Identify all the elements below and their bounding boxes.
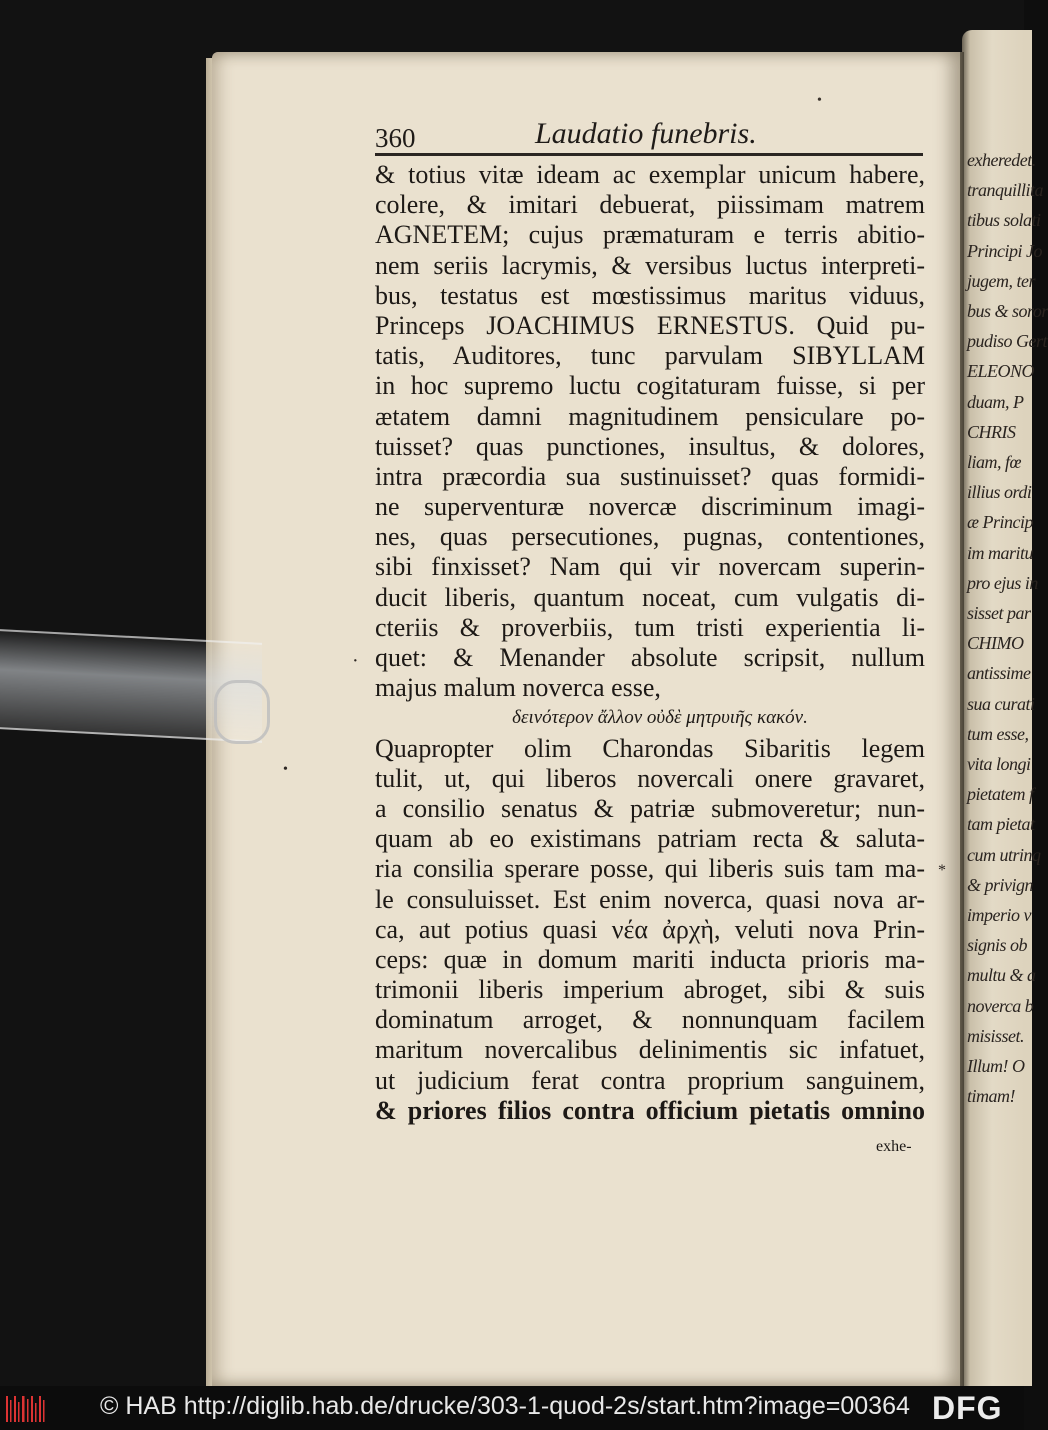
facing-page-line: cum utrinq bbox=[967, 844, 1041, 865]
text-line: maritum novercalibus delinimentis sic infatuet, bbox=[375, 1035, 925, 1065]
text-line: AGNETEM; cujus præmaturam e terris abitio- bbox=[375, 220, 925, 250]
facing-page-line: sisset par bbox=[967, 603, 1031, 623]
facing-page-line: exheredet. bbox=[967, 150, 1036, 170]
text-line: Princeps JOACHIMUS ERNESTUS. Quid pu- bbox=[375, 310, 925, 340]
facing-page-line: pietatem f bbox=[967, 784, 1034, 805]
running-head bbox=[375, 115, 923, 155]
dfg-logo: DFG bbox=[932, 1390, 1003, 1426]
facing-page-line: sua curati bbox=[967, 693, 1035, 714]
text-line: ut judicium ferat contra proprium sanguinem, bbox=[375, 1065, 925, 1095]
text-line: ceps: quæ in domum mariti inducta prioris ma- bbox=[375, 944, 925, 974]
text-line: colere, & imitari debuerat, piissimam matrem bbox=[375, 190, 925, 220]
text-line: ne superventuræ novercæ discriminum imagi- bbox=[375, 492, 925, 522]
margin-mark: • bbox=[283, 762, 288, 777]
text-line: a consilio senatus & patriæ submoveretur; nun- bbox=[375, 793, 925, 823]
facing-page-line: noverca b bbox=[967, 995, 1034, 1016]
text-line: quet: & Menander absolute scripsit, nullum bbox=[375, 643, 925, 672]
facing-page-line: duam, P bbox=[967, 391, 1024, 412]
ink-speck: • bbox=[817, 93, 822, 108]
facing-page-line: timam! bbox=[967, 1086, 1015, 1107]
facing-page-line: ELEONO bbox=[967, 361, 1035, 382]
facing-page-line: pudiso Gert bbox=[967, 331, 1047, 352]
text-line: tulit, ut, qui liberos novercali onere gravaret, bbox=[375, 763, 925, 793]
facing-page-line: misisset. bbox=[967, 1025, 1025, 1046]
page-number: 360 bbox=[375, 123, 416, 153]
text-line: trimonii liberis imperium abroget, sibi & suis bbox=[375, 975, 925, 1005]
facing-page-line: CHRIS bbox=[967, 421, 1016, 442]
copyright-url[interactable]: © HAB http://diglib.hab.de/drucke/303-1-quod-2s/start.htm?image=00364 bbox=[100, 1392, 910, 1420]
facing-page-line: vita longi bbox=[967, 754, 1031, 774]
text-line: tatis, Auditores, tunc parvulam SIBYLLAM bbox=[375, 341, 925, 371]
text-line: nes, quas persecutiones, pugnas, contentiones, bbox=[375, 522, 925, 552]
facing-page-line: jugem, ter bbox=[967, 270, 1035, 291]
margin-mark: * bbox=[938, 862, 946, 879]
text-line: Quapropter olim Charondas Sibaritis legem bbox=[375, 733, 925, 763]
facing-page-line: multu & a bbox=[967, 965, 1036, 986]
text-line: quam ab eo existimans patriam recta & saluta- bbox=[375, 824, 925, 854]
barcode-icon bbox=[6, 1394, 46, 1424]
facing-page-line: pro ejus in bbox=[967, 572, 1038, 593]
facing-page-line: tam pietat bbox=[967, 814, 1035, 835]
text-line: intra præcordia sua sustinuisset? quas formidi- bbox=[375, 461, 925, 491]
facing-page-line: tum esse, bbox=[967, 723, 1029, 744]
facing-page-line: bus & soror bbox=[967, 301, 1048, 321]
running-title: Laudatio funebris. bbox=[535, 117, 757, 150]
facing-page-line: æ Princip bbox=[967, 512, 1033, 533]
facing-page-line: Principi Jo bbox=[967, 240, 1042, 261]
text-line: in hoc supremo luctu cogitaturam fuisse, si per bbox=[375, 371, 925, 401]
text-line: tuisset? quas punctiones, insultus, & dolores, bbox=[375, 431, 925, 461]
text-line: ca, aut potius quasi νέα ἀρχὴ, veluti nova Prin- bbox=[375, 914, 925, 944]
text-line: ducit liberis, quantum noceat, cum vulgatis di- bbox=[375, 582, 925, 612]
facing-page-line: tibus solati bbox=[967, 210, 1041, 231]
header-rule bbox=[375, 153, 923, 156]
text-line: sibi finxisset? Nam qui vir novercam superin- bbox=[375, 552, 925, 582]
margin-mark: · bbox=[352, 650, 359, 672]
text-line: & priores filios contra officium pietatis omnino bbox=[375, 1095, 925, 1125]
text-line: & totius vitæ ideam ac exemplar unicum habere, bbox=[375, 160, 925, 189]
facing-page-line: antissime bbox=[967, 663, 1031, 684]
facing-page-line: tranquillita bbox=[967, 180, 1044, 201]
facing-page-line: im maritu bbox=[967, 542, 1034, 563]
text-line: ria consilia sperare posse, qui liberis suis tam ma- bbox=[375, 854, 925, 884]
facing-page-line: Illum! O bbox=[967, 1056, 1025, 1076]
footer-bar bbox=[0, 1386, 1024, 1430]
text-line: cteriis & proverbiis, tum tristi experientia li- bbox=[375, 612, 925, 642]
facing-page-line: CHIMO bbox=[967, 633, 1024, 654]
facing-page-line: liam, fœ bbox=[967, 452, 1022, 472]
text-line: le consuluisset. Est enim noverca, quasi nova ar- bbox=[375, 884, 925, 914]
text-line: bus, testatus est mœstissimus maritus viduus, bbox=[375, 280, 925, 310]
facing-page-line: signis ob bbox=[967, 935, 1028, 956]
text-line: nem seriis lacrymis, & versibus luctus interpreti- bbox=[375, 250, 925, 280]
facing-page-line: illius ordi bbox=[967, 482, 1032, 503]
book-strap-loop bbox=[214, 680, 270, 744]
catchword: exhe- bbox=[876, 1138, 912, 1155]
greek-quotation: δεινότερον ἄλλον οὐδὲ μητρυιῆς κακόν. bbox=[512, 707, 808, 729]
facing-page-line: imperio v bbox=[967, 905, 1031, 925]
body-text bbox=[375, 160, 925, 1126]
text-line: ætatem damni magnitudinem pensiculare po- bbox=[375, 401, 925, 431]
text-line: dominatum arroget, & nonnunquam facilem bbox=[375, 1005, 925, 1035]
text-line: majus malum noverca esse, bbox=[375, 673, 661, 703]
facing-page-line: & privign bbox=[967, 874, 1033, 895]
